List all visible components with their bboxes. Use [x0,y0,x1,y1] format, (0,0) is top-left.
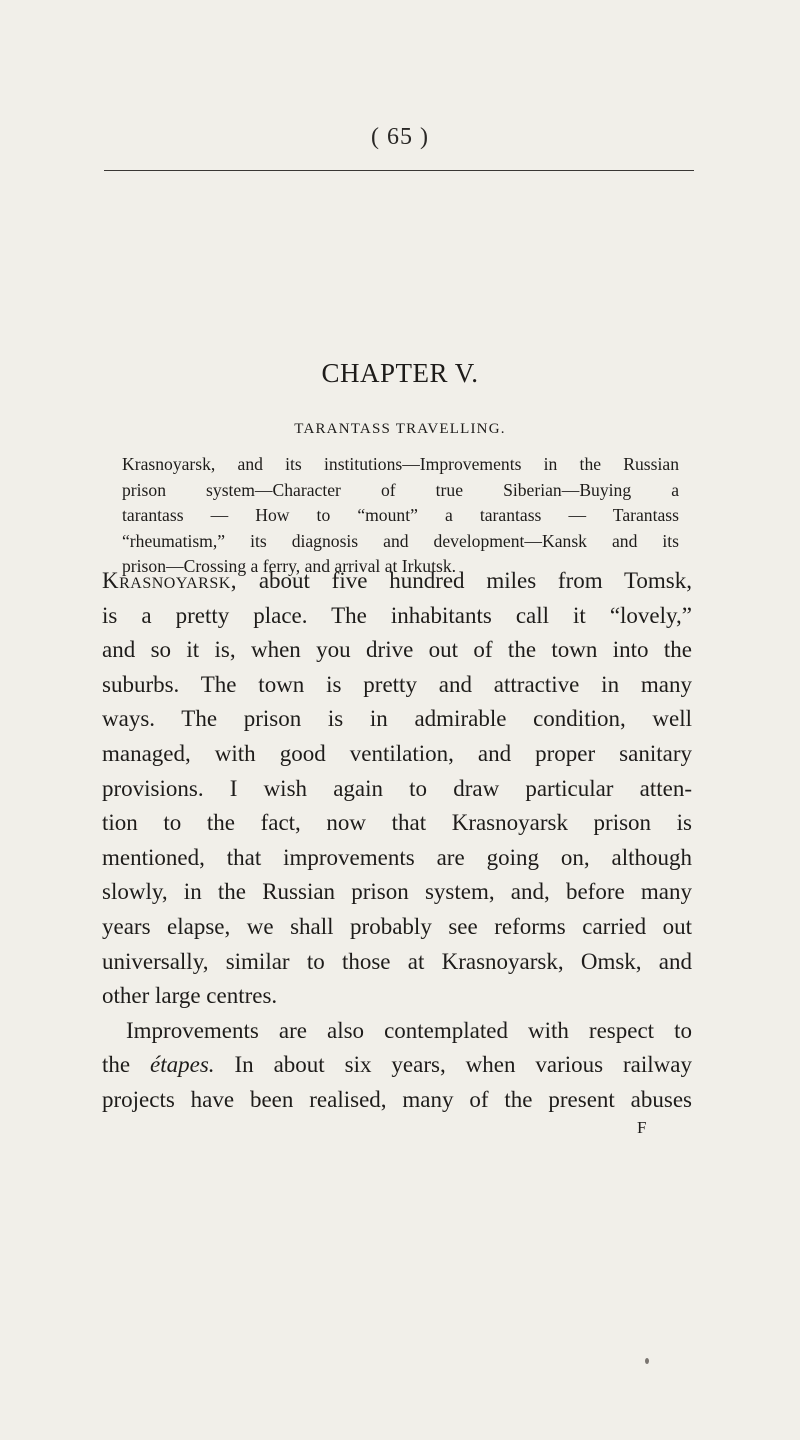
text-line: Improvements are also contemplated with respect to [126,1017,692,1043]
synopsis-line: Krasnoyarsk, and its institutions—Improvements in the Russian [122,454,679,474]
text-line [102,1048,692,1083]
page-number: ( 65 ) [371,124,429,150]
text-line [102,564,692,599]
synopsis-line: tarantass — How to “mount” a tarantass — Tarantass [122,505,679,525]
text-line: mentioned, that improvements are going on, although [102,844,692,870]
header-rule [104,170,694,171]
chapter-subtitle: TARANTASS TRAVELLING. [294,421,506,437]
text-line: tion to the fact, now that Krasnoyarsk prison is [102,810,692,836]
chapter-synopsis [122,452,679,580]
paragraph [102,1014,692,1118]
synopsis-line: prison—Crossing a ferry, and arrival at Irkutsk. [122,556,457,576]
chapter-heading: CHAPTER V. [321,358,479,388]
text-line: and so it is, when you drive out of the town into the [102,637,692,663]
synopsis-line: prison system—Character of true Siberian—Buying a [122,479,679,500]
lead-word: Krasnoyarsk, [102,568,238,593]
line-text: about five hundred miles from Tomsk, [237,568,692,593]
signature-mark: F [637,1118,647,1137]
paragraph [102,564,692,1014]
line-text: the [102,1052,151,1078]
text-line: years elapse, we shall probably see reforms carried out [102,913,692,939]
line-text: In about six years, when various railway [214,1052,692,1078]
italic-term: étapes. [150,1052,215,1078]
text-line: projects have been realised, many of the present abuses [102,1086,692,1112]
text-line: other large centres. [102,983,278,1009]
text-line: ways. The prison is in admirable condition, well [102,706,692,732]
text-line: suburbs. The town is pretty and attractive in many [102,671,692,697]
text-line: is a pretty place. The inhabitants call it “lovely,” [102,602,692,628]
synopsis-line: “rheumatism,” its diagnosis and development—Kansk and its [122,530,679,551]
ink-speck [645,1358,649,1364]
text-line: managed, with good ventilation, and proper sanitary [102,740,692,766]
text-line: slowly, in the Russian prison system, and, before many [102,879,692,905]
text-line: provisions. I wish again to draw particular atten- [102,775,692,801]
body-text [102,564,692,1118]
text-line: universally, similar to those at Krasnoyarsk, Omsk, and [102,948,692,974]
